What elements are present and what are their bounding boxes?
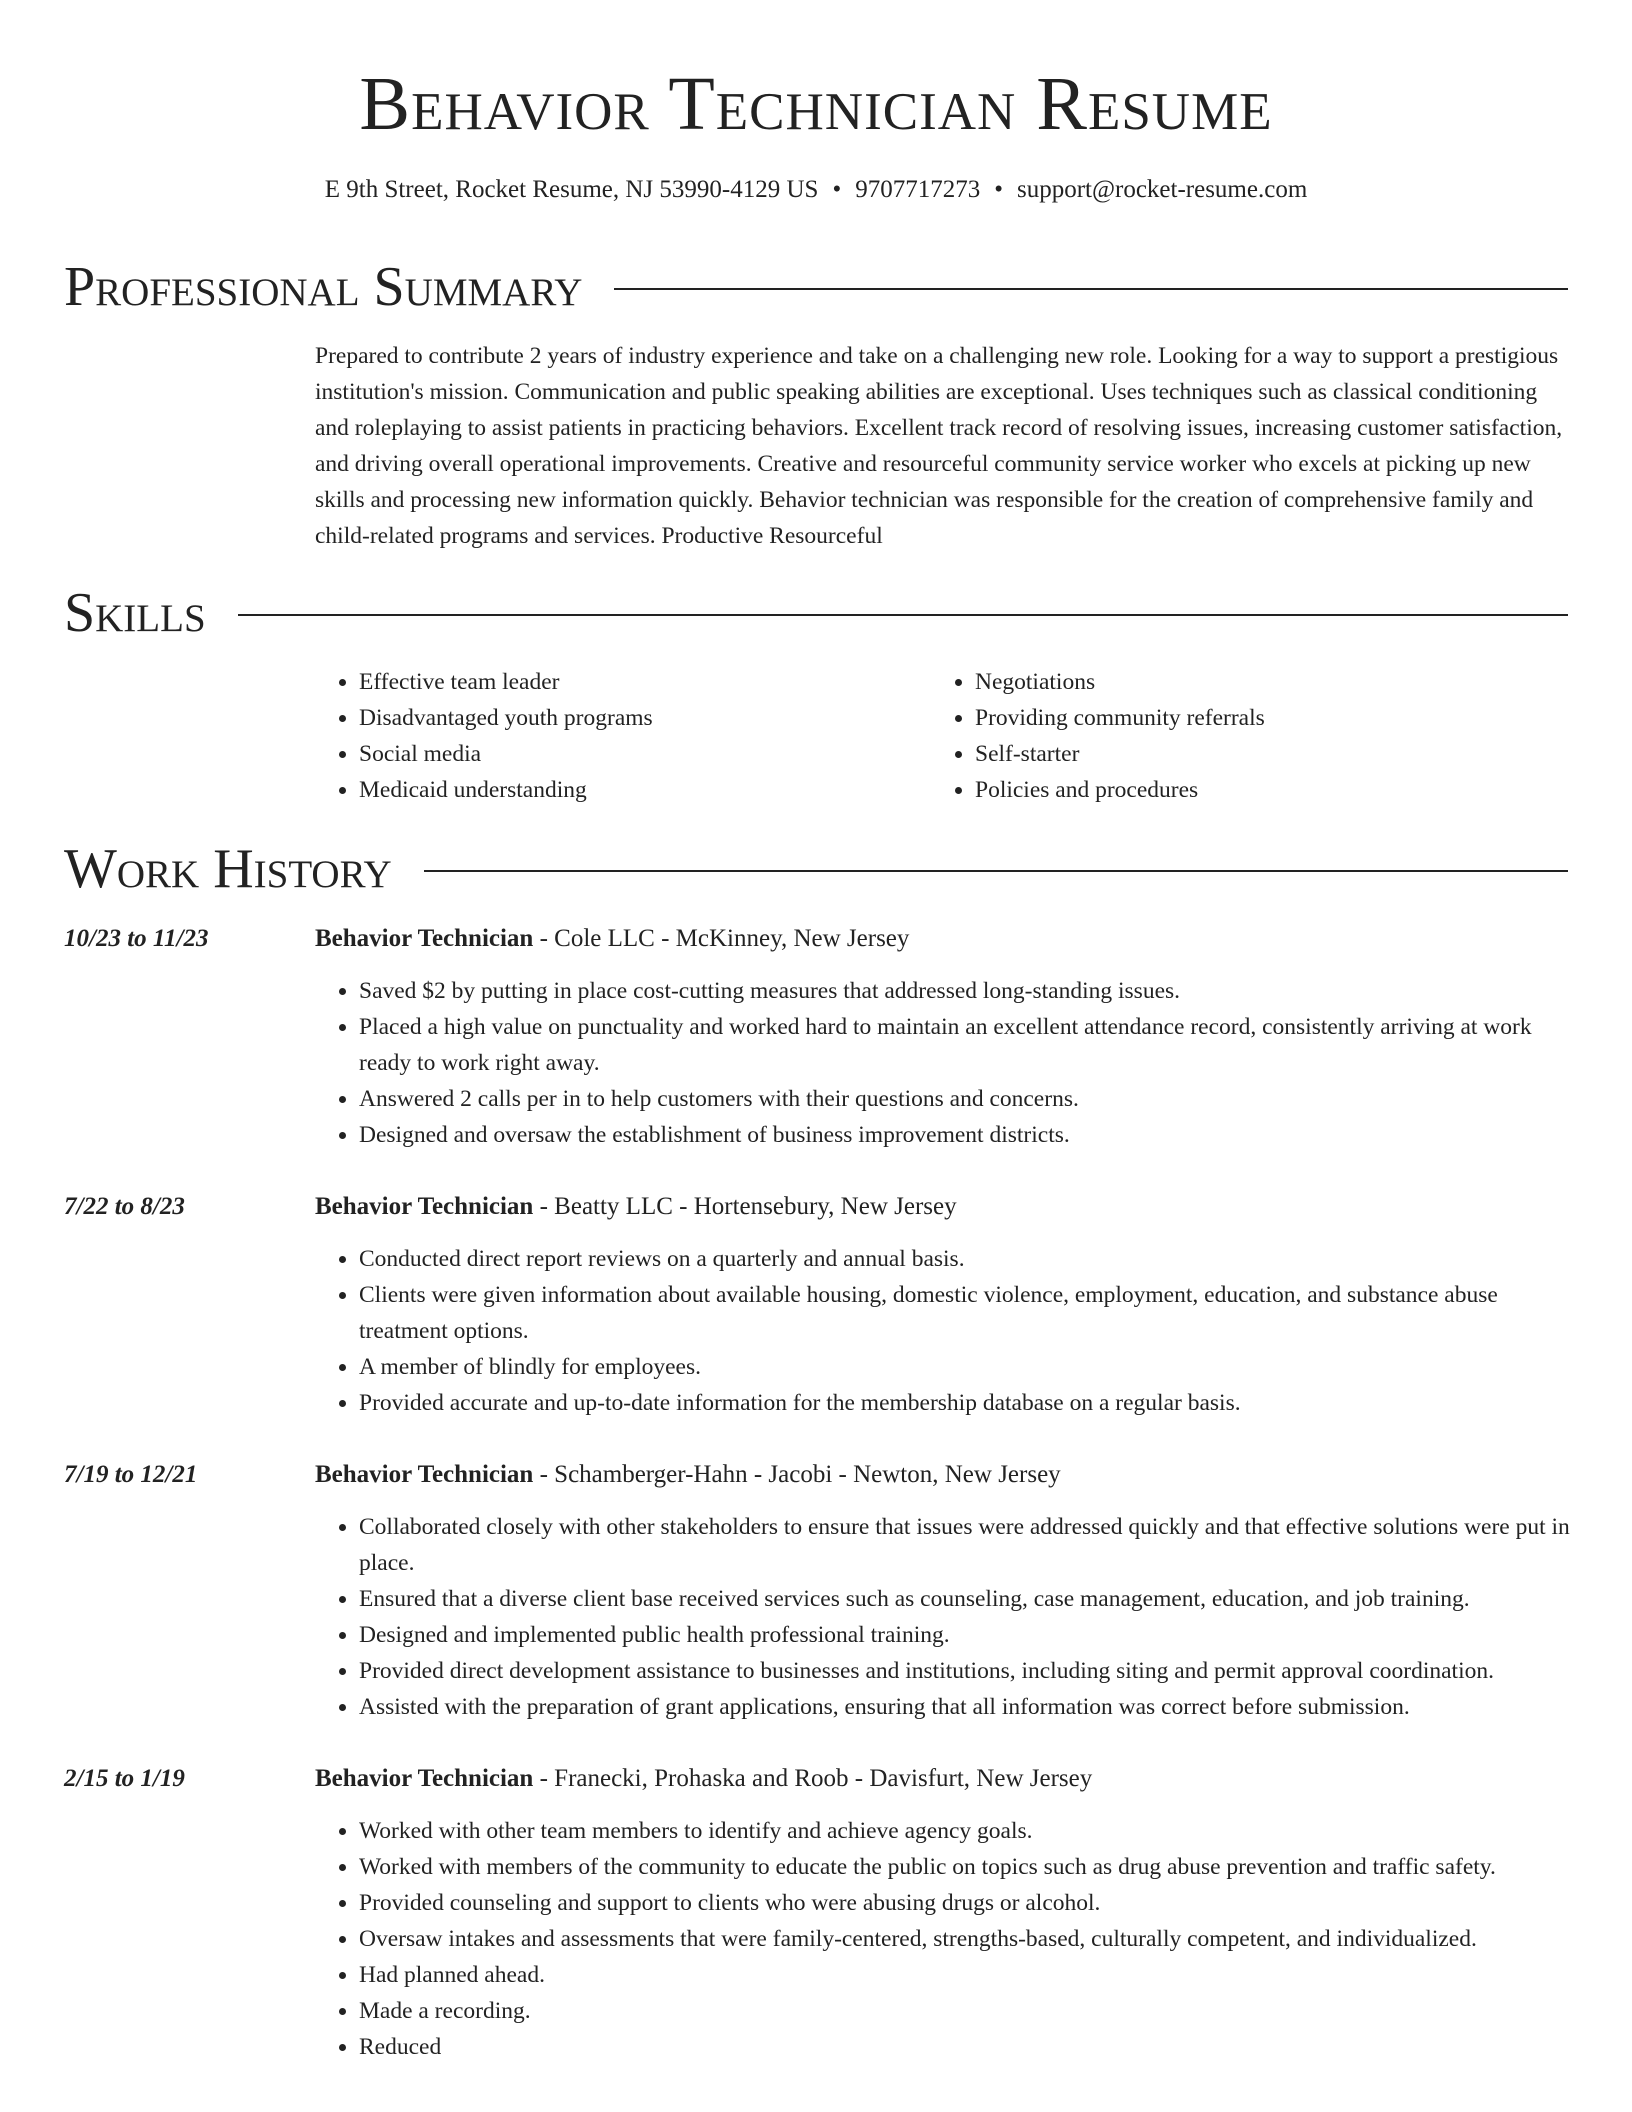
job-bullet: • Ensured that a diverse client base received services such as counseling, case management, education, and job training. (359, 1581, 1570, 1617)
skill-item: • Disadvantaged youth programs (359, 700, 915, 736)
job-heading (315, 1761, 1570, 1797)
work-section-header (64, 834, 1568, 904)
job-employer: - Schamberger-Hahn - Jacobi - Newton, New Jersey (533, 1461, 1061, 1488)
job-bullet: • Provided direct development assistance to businesses and institutions, including siting and permit approval coordination. (359, 1653, 1570, 1689)
job-bullets (315, 973, 1570, 1153)
contact-email: support@rocket-resume.com (1016, 176, 1308, 203)
contact-separator: • (994, 176, 1003, 203)
job-bullet: • Worked with members of the community to educate the public on topics such as drug abuse prevention and traffic safety. (359, 1849, 1570, 1885)
job-bullet: • Collaborated closely with other stakeholders to ensure that issues were addressed quickly and that effective solutions were put in place. (359, 1509, 1570, 1581)
job-bullets (315, 1241, 1570, 1421)
job-dates: 2/15 to 1/19 (64, 1765, 185, 1792)
section-divider (614, 288, 1568, 290)
job-bullet: • Placed a high value on punctuality and worked hard to maintain an excellent attendance record, consistently arriving at work ready to work right away. (359, 1009, 1570, 1081)
job-dates: 7/22 to 8/23 (64, 1193, 185, 1220)
job-bullet: • Provided counseling and support to clients who were abusing drugs or alcohol. (359, 1885, 1570, 1921)
job-bullets (315, 1509, 1570, 1725)
job-role: Behavior Technician (315, 1461, 534, 1488)
job-bullet: • Clients were given information about available housing, domestic violence, employment, education, and substance abuse treatment options. (359, 1277, 1570, 1349)
skills-column-left (315, 664, 915, 808)
job-bullet: • Conducted direct report reviews on a quarterly and annual basis. (359, 1241, 1570, 1277)
resume-title: Behavior Technician Resume (359, 62, 1273, 146)
job-employer: - Franecki, Prohaska and Roob - Davisfurt, New Jersey (533, 1765, 1093, 1792)
skill-item: • Negotiations (975, 664, 1531, 700)
skills-column-right (931, 664, 1531, 808)
job-dates: 10/23 to 11/23 (64, 925, 209, 952)
job-bullet: • Designed and implemented public health professional training. (359, 1617, 1570, 1653)
section-divider (238, 614, 1568, 616)
contact-address: E 9th Street, Rocket Resume, NJ 53990-4129 US (324, 176, 819, 203)
skill-item: • Effective team leader (359, 664, 915, 700)
contact-phone: 9707717273 (855, 176, 981, 203)
skill-item: • Social media (359, 736, 915, 772)
skills-section-header (64, 578, 1568, 648)
job-bullet: • Oversaw intakes and assessments that were family-centered, strengths-based, culturally competent, and individualized. (359, 1921, 1570, 1957)
job-bullet: • Saved $2 by putting in place cost-cutting measures that addressed long-standing issues. (359, 973, 1570, 1009)
summary-section-header (64, 252, 1568, 322)
contact-separator: • (832, 176, 842, 203)
job-bullets (315, 1813, 1570, 2065)
skill-item: • Medicaid understanding (359, 772, 915, 808)
job-role: Behavior Technician (315, 925, 534, 952)
section-divider (424, 870, 1568, 872)
job-bullet: • Answered 2 calls per in to help customers with their questions and concerns. (359, 1081, 1570, 1117)
job-bullet: • Designed and oversaw the establishment of business improvement districts. (359, 1117, 1570, 1153)
skills-list-left (315, 664, 915, 808)
job-heading (315, 1457, 1570, 1493)
job-employer: - Beatty LLC - Hortensebury, New Jersey (533, 1193, 957, 1220)
job-role: Behavior Technician (315, 1193, 534, 1220)
skill-item: • Providing community referrals (975, 700, 1531, 736)
job-bullet: • Made a recording. (359, 1993, 1570, 2029)
work-section-title: Work History (64, 838, 392, 900)
summary-section-title: Professional Summary (64, 256, 583, 318)
job-heading (315, 1189, 1570, 1225)
job-bullet: • Assisted with the preparation of grant applications, ensuring that all information was correct before submission. (359, 1689, 1570, 1725)
job-employer: - Cole LLC - McKinney, New Jersey (533, 925, 910, 952)
job-role: Behavior Technician (315, 1765, 534, 1792)
summary-text: Prepared to contribute 2 years of industry experience and take on a challenging new role. Looking for a way to support a prestigious institution's mission. Communication and public speaking abilities are exceptional. Uses techniques such as classical conditioning and roleplaying to assist patients in practicing behaviors. Excellent track record of resolving issues, increasing customer satisfaction, and driving overall operational improvements. Creative and resourceful community service worker who excels at picking up new skills and processing new information quickly. Behavior technician was responsible for the creation of comprehensive family and child-related programs and services. Productive Resourceful (315, 343, 1563, 549)
job-bullet: • A member of blindly for employees. (359, 1349, 1570, 1385)
job-heading (315, 921, 1570, 957)
skills-section-title: Skills (64, 582, 206, 644)
skill-item: • Self-starter (975, 736, 1531, 772)
job-bullet: • Worked with other team members to identify and achieve agency goals. (359, 1813, 1570, 1849)
contact-line (0, 172, 1632, 208)
skill-item: • Policies and procedures (975, 772, 1531, 808)
skills-list-right (931, 664, 1531, 808)
job-dates: 7/19 to 12/21 (64, 1461, 198, 1488)
job-bullet: • Reduced (359, 2029, 1570, 2065)
job-bullet: • Had planned ahead. (359, 1957, 1570, 1993)
job-bullet: • Provided accurate and up-to-date information for the membership database on a regular basis. (359, 1385, 1570, 1421)
